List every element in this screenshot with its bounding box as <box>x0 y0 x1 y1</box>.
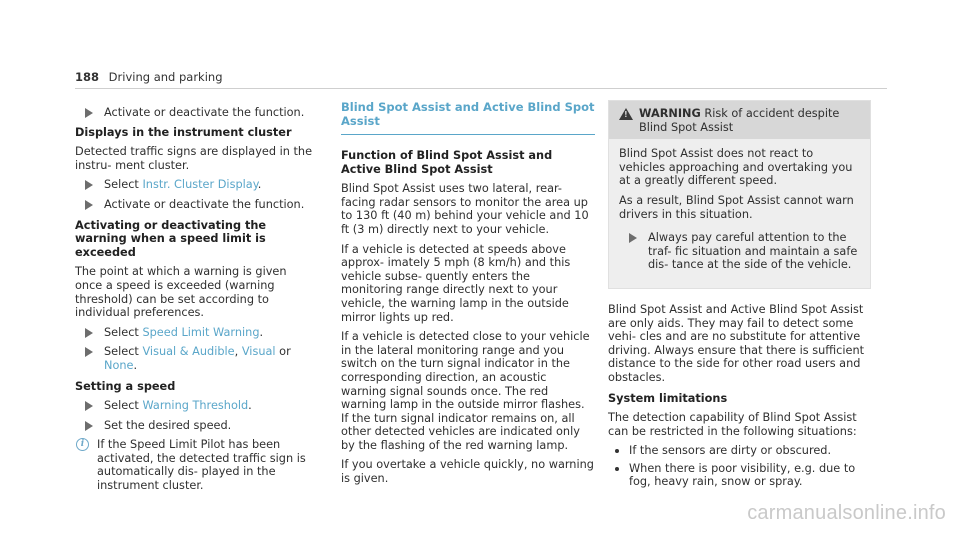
watermark: carmanualsonline.info <box>747 502 946 524</box>
warning-paragraph: Blind Spot Assist does not react to vehicles approaching and overtaking you at a greatly different speed. <box>619 147 853 188</box>
paragraph: If a vehicle is detected close to your vehicle in the lateral monitoring range and you switch on the turn signal indicator in the corresponding direction, an acoustic warning signal sounds once. The red warning lamp in the outside mirror flashes. If the turn signal indicator remains on, all other detected vehicles are indicated only by the flashing of the red warning lamp. <box>341 330 590 452</box>
paragraph: The point at which a warning is given once a speed is exceeded (warning threshold) can be set according to individual preferences. <box>75 265 287 320</box>
menu-link-visual: Visual <box>241 345 276 359</box>
step-item <box>75 419 315 433</box>
bullet-list <box>608 444 871 489</box>
menu-link-speed-limit-warning: Speed Limit Warning <box>142 325 260 339</box>
page-header <box>75 70 223 84</box>
column-right <box>608 100 871 493</box>
step-item <box>75 345 315 372</box>
heading-function: Function of Blind Spot Assist and Active Blind Spot Assist <box>341 149 553 176</box>
step-text: , <box>234 345 242 359</box>
arrow-icon <box>85 328 93 338</box>
paragraph: If a vehicle is detected at speeds above approx- imately 5 mph (8 km/h) and this vehicle subse- quently enters the monitoring range directly next to your vehicle, the warning lamp in the outside mirror lights up red. <box>341 242 571 324</box>
menu-link-warning-threshold: Warning Threshold <box>142 399 249 413</box>
warning-title: Risk of accident despite Blind Spot Assist <box>639 107 840 134</box>
page-number: 188 <box>75 70 100 84</box>
paragraph: Blind Spot Assist uses two lateral, rear-facing radar sensors to monitor the area up to 130 ft (40 m) behind your vehicle and 10 ft (3 m) directly next to your vehicle. <box>341 182 589 236</box>
warning-box <box>608 100 871 289</box>
heading-warning-threshold: Activating or deactivating the warning when a speed limit is exceeded <box>75 218 267 259</box>
heading-system-limitations: System limitations <box>608 391 728 405</box>
list-item: If the sensors are dirty or obscured. <box>608 444 871 458</box>
arrow-icon <box>85 180 93 190</box>
warning-header <box>609 101 870 139</box>
column-middle <box>341 100 595 492</box>
arrow-icon <box>85 401 93 411</box>
warning-paragraph: As a result, Blind Spot Assist cannot warn drivers in this situation. <box>619 193 854 221</box>
heading-setting-speed: Setting a speed <box>75 379 176 393</box>
step-text: or <box>275 345 291 359</box>
paragraph: Blind Spot Assist and Active Blind Spot Assist are only aids. They may fail to detect some vehi- cles and are no substitute for attentive driving. Always ensure that there is sufficient distance to the side for other road users and obstacles. <box>608 302 865 384</box>
step-text: Always pay careful attention to the traf- fic situation and maintain a safe dis- tance at the side of the vehicle. <box>648 231 858 272</box>
arrow-icon <box>85 200 93 210</box>
step-text: Set the desired speed. <box>104 418 232 432</box>
menu-link-visual-audible: Visual & Audible <box>142 345 235 359</box>
section-name: Driving and parking <box>108 70 223 84</box>
warning-triangle-icon <box>619 108 633 120</box>
paragraph: Detected traffic signs are displayed in the instru- ment cluster. <box>75 145 313 172</box>
arrow-icon <box>85 347 93 357</box>
menu-link-none: None <box>104 358 134 372</box>
section-title: Blind Spot Assist and Active Blind Spot Assist <box>341 100 595 135</box>
arrow-icon <box>85 421 93 431</box>
info-note <box>75 438 315 492</box>
step-item <box>75 198 315 212</box>
step-item <box>75 326 315 340</box>
step-item <box>619 231 860 272</box>
step-text: Select <box>104 345 143 359</box>
step-text: . <box>248 399 252 413</box>
step-text: . <box>133 358 138 372</box>
step-item <box>75 399 315 413</box>
paragraph: If you overtake a vehicle quickly, no warning is given. <box>341 458 594 486</box>
warning-label: WARNING <box>639 107 701 120</box>
step-text: Select <box>104 325 143 339</box>
menu-link-instr-cluster-display: Instr. Cluster Display <box>142 178 258 192</box>
step-text: . <box>259 325 264 339</box>
step-item <box>75 178 315 192</box>
paragraph: The detection capability of Blind Spot Assist can be restricted in the following situations: <box>608 411 857 438</box>
arrow-icon <box>629 233 637 243</box>
step-text: Activate or deactivate the function. <box>104 197 305 211</box>
arrow-icon <box>85 108 93 118</box>
list-item: When there is poor visibility, e.g. due to fog, heavy rain, snow or spray. <box>608 462 871 489</box>
info-icon: i <box>76 438 89 451</box>
step-item <box>75 106 315 120</box>
warning-body <box>609 139 870 288</box>
step-text: Activate or deactivate the function. <box>104 106 305 119</box>
step-text: Select <box>104 178 143 192</box>
heading-displays: Displays in the instrument cluster <box>75 125 292 139</box>
column-left <box>75 100 315 499</box>
step-text: Select <box>104 399 143 413</box>
step-text: . <box>257 178 262 192</box>
note-text: If the Speed Limit Pilot has been activated, the detected traffic sign is automatically dis- played in the instrument cluster. <box>97 438 306 493</box>
header-rule <box>75 88 887 89</box>
